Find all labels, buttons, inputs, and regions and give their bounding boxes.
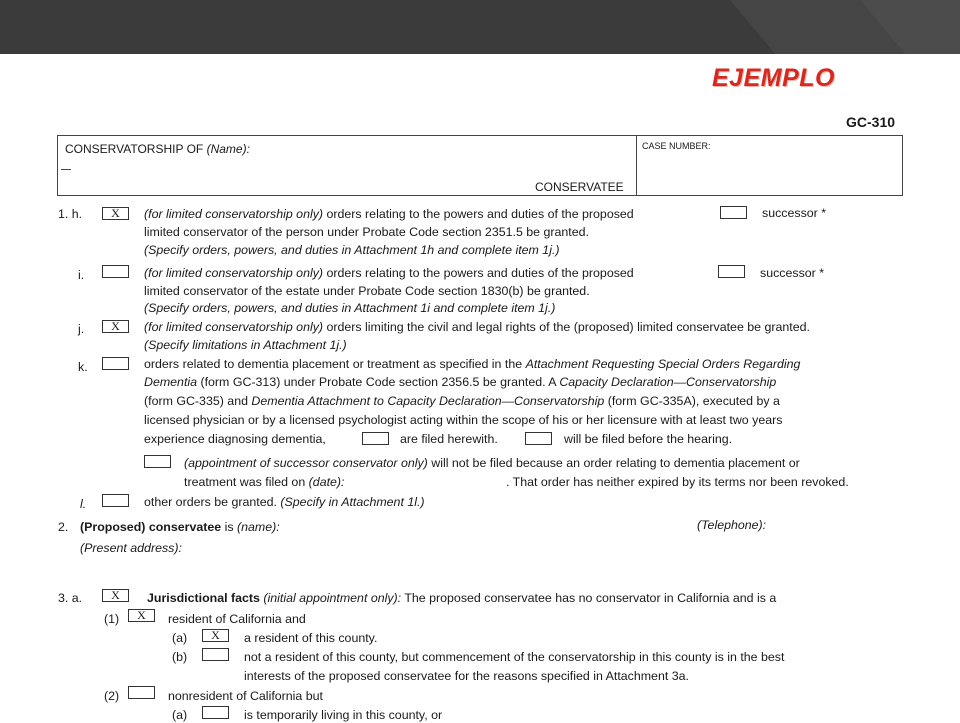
item-1k-line7-end: . That order has neither expired by its terms nor been revoked. — [506, 475, 849, 489]
caption-box — [57, 135, 903, 196]
item-1i-successor-checkbox[interactable] — [718, 265, 745, 278]
item-3a2a-label: (a) — [172, 708, 188, 722]
item-1h-successor-checkbox[interactable] — [720, 206, 747, 219]
present-address-label: (Present address): — [80, 541, 182, 555]
item-1i-successor-label: successor * — [760, 266, 825, 280]
item-1k-line2: Dementia (form GC-313) under Probate Code section 2356.5 be granted. A Capacity Declaration—Conservatorship — [144, 375, 777, 389]
item-1l-label: l. — [80, 497, 87, 511]
item-3a1-text: resident of California and — [168, 612, 306, 626]
item-1k-line3: (form GC-335) and Dementia Attachment to Capacity Declaration—Conservatorship (form GC-335A), executed by a — [144, 394, 780, 408]
item-1j-checkbox[interactable]: X — [102, 320, 129, 333]
item-3a1b-text2: interests of the proposed conservatee for the reasons specified in Attachment 3a. — [244, 669, 689, 683]
item-1k-checkbox[interactable] — [102, 357, 129, 370]
item-3a1-label: (1) — [104, 612, 120, 626]
item-1i-text: (for limited conservatorship only) orders relating to the powers and duties of the proposed — [144, 266, 634, 280]
ejemplo-watermark: EJEMPLO — [712, 64, 835, 92]
item-1j-label: j. — [78, 322, 85, 336]
item-3a-text: Jurisdictional facts (initial appointment only): The proposed conservatee has no conservator in California and is a — [147, 591, 777, 605]
item-1h-line2: limited conservator of the person under Probate Code section 2351.5 be granted. — [144, 225, 589, 239]
item-1l-text: other orders be granted. (Specify in Attachment 1l.) — [144, 495, 425, 509]
item-3a1a-label: (a) — [172, 631, 188, 645]
item-3a1b-text: not a resident of this county, but commencement of the conservatorship in this county is in the best — [244, 650, 785, 664]
telephone-label: (Telephone): — [697, 518, 767, 532]
item-1h-line3: (Specify orders, powers, and duties in Attachment 1h and complete item 1j.) — [144, 243, 560, 257]
item-1k-line5: experience diagnosing dementia, — [144, 432, 326, 446]
item-1i-label: i. — [78, 268, 85, 282]
item-1k-line1: orders related to dementia placement or treatment as specified in the Attachment Requesting Special Orders Regarding — [144, 357, 801, 371]
item-3a1a-text: a resident of this county. — [244, 631, 378, 645]
item-1h-successor-label: successor * — [762, 206, 827, 220]
not-resident-county-checkbox[interactable] — [202, 648, 229, 661]
item-3a1b-label: (b) — [172, 650, 188, 664]
item-3a-checkbox[interactable]: X — [102, 589, 129, 602]
item-1h-label: 1. h. — [58, 207, 83, 221]
conservatee-label: CONSERVATEE — [535, 180, 624, 194]
filed-herewith-checkbox[interactable] — [362, 432, 389, 445]
item-3a2-text: nonresident of California but — [168, 689, 323, 703]
caption-divider — [636, 136, 637, 195]
form-number: GC-310 — [846, 114, 896, 130]
nonresident-california-checkbox[interactable] — [128, 686, 155, 699]
filed-before-hearing-label: will be filed before the hearing. — [564, 432, 733, 446]
item-1h-text: (for limited conservatorship only) orders relating to the powers and duties of the proposed — [144, 207, 634, 221]
caption-dash — [61, 169, 71, 170]
slide-header-bar — [0, 0, 960, 54]
item-1i-line3: (Specify orders, powers, and duties in Attachment 1i and complete item 1j.) — [144, 301, 556, 315]
resident-county-checkbox[interactable]: X — [202, 629, 229, 642]
item-2-text: (Proposed) conservatee is (name): — [80, 520, 280, 534]
item-1h-checkbox[interactable]: X — [102, 207, 129, 220]
temporarily-living-checkbox[interactable] — [202, 706, 229, 719]
item-1l-checkbox[interactable] — [102, 494, 129, 507]
item-1k-label: k. — [78, 360, 88, 374]
item-1k-line4: licensed physician or by a licensed psychologist acting within the scope of his or her licensure with at least two years — [144, 413, 783, 427]
item-3a-label: 3. a. — [58, 591, 83, 605]
item-1k-line7: treatment was filed on (date): — [184, 475, 345, 489]
item-1j-text: (for limited conservatorship only) orders limiting the civil and legal rights of the (proposed) limited conservatee be granted. — [144, 320, 810, 334]
item-1k-line6: (appointment of successor conservator only) will not be filed because an order relating to dementia placement or — [184, 456, 800, 470]
filed-herewith-label: are filed herewith. — [400, 432, 498, 446]
filed-before-hearing-checkbox[interactable] — [525, 432, 552, 445]
successor-not-filed-checkbox[interactable] — [144, 455, 171, 468]
item-1i-line2: limited conservator of the estate under Probate Code section 1830(b) be granted. — [144, 284, 590, 298]
case-number-label: CASE NUMBER: — [642, 141, 711, 151]
conservatorship-of-label: CONSERVATORSHIP OF (Name): — [65, 142, 250, 156]
resident-california-checkbox[interactable]: X — [128, 609, 155, 622]
item-1i-checkbox[interactable] — [102, 265, 129, 278]
item-3a2a-text: is temporarily living in this county, or — [244, 708, 443, 722]
item-3a2-label: (2) — [104, 689, 120, 703]
item-2-label: 2. — [58, 520, 69, 534]
item-1j-line2: (Specify limitations in Attachment 1j.) — [144, 338, 347, 352]
